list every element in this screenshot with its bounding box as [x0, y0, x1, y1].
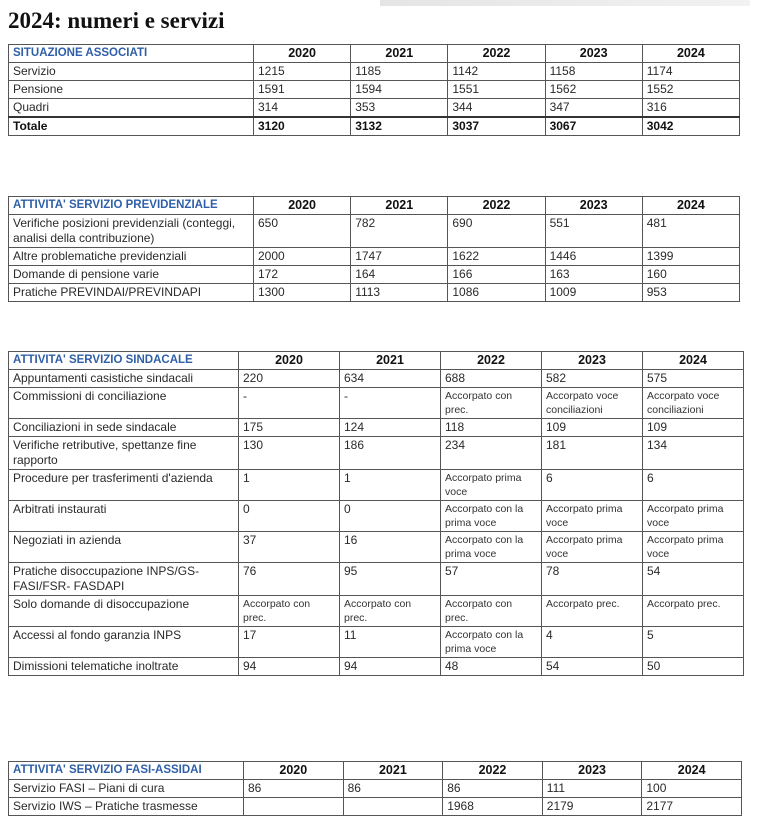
- year-header: 2021: [343, 762, 443, 780]
- value-cell: Accorpato con la prima voce: [441, 627, 542, 658]
- row-label: Verifiche retributive, spettanze fine rapporto: [9, 437, 239, 470]
- value-cell: 634: [340, 370, 441, 388]
- value-cell: 1591: [254, 81, 351, 99]
- value-cell: [343, 798, 443, 816]
- value-cell: 0: [340, 501, 441, 532]
- row-label: Totale: [9, 117, 254, 136]
- table-row: [9, 388, 744, 419]
- value-cell: 11: [340, 627, 441, 658]
- table-row: [9, 563, 744, 596]
- value-cell: 575: [643, 370, 744, 388]
- value-cell: 1552: [642, 81, 739, 99]
- section-heading: SITUAZIONE ASSOCIATI: [9, 45, 254, 63]
- table-body: [9, 63, 740, 136]
- row-label: Commissioni di conciliazione: [9, 388, 239, 419]
- value-cell: Accorpato con la prima voce: [441, 532, 542, 563]
- value-cell: 0: [239, 501, 340, 532]
- value-cell: 94: [340, 658, 441, 676]
- value-cell: 17: [239, 627, 340, 658]
- value-cell: 130: [239, 437, 340, 470]
- value-cell: 163: [545, 266, 642, 284]
- row-label: Negoziati in azienda: [9, 532, 239, 563]
- page-title: 2024: numeri e servizi: [8, 8, 225, 33]
- table-row: [9, 81, 740, 99]
- table-body: [9, 780, 742, 816]
- row-label: Servizio FASI – Piani di cura: [9, 780, 244, 798]
- value-cell: 1215: [254, 63, 351, 81]
- value-cell: 86: [343, 780, 443, 798]
- row-label: Solo domande di disoccupazione: [9, 596, 239, 627]
- value-cell: 1968: [443, 798, 543, 816]
- year-header: 2023: [542, 352, 643, 370]
- row-label: Altre problematiche previdenziali: [9, 248, 254, 266]
- table-row: [9, 437, 744, 470]
- row-label: Dimissioni telematiche inoltrate: [9, 658, 239, 676]
- value-cell: 54: [643, 563, 744, 596]
- value-cell: 234: [441, 437, 542, 470]
- table-associati: [8, 44, 740, 136]
- value-cell: 1113: [351, 284, 448, 302]
- value-cell: 688: [441, 370, 542, 388]
- value-cell: Accorpato prima voce: [542, 532, 643, 563]
- value-cell: 1446: [545, 248, 642, 266]
- value-cell: 186: [340, 437, 441, 470]
- value-cell: 86: [443, 780, 543, 798]
- value-cell: 6: [542, 470, 643, 501]
- value-cell: Accorpato voce conciliazioni: [643, 388, 744, 419]
- value-cell: 2179: [542, 798, 642, 816]
- table-sindacale: [8, 351, 744, 676]
- value-cell: 3067: [545, 117, 642, 136]
- table-header-row: [9, 762, 742, 780]
- row-label: Pratiche disoccupazione INPS/GS-FASI/FSR- FASDAPI: [9, 563, 239, 596]
- year-header: 2022: [448, 45, 545, 63]
- year-header: 2020: [254, 45, 351, 63]
- table-header-row: [9, 45, 740, 63]
- row-label: Pratiche PREVINDAI/PREVINDAPI: [9, 284, 254, 302]
- value-cell: 220: [239, 370, 340, 388]
- table-header-row: [9, 352, 744, 370]
- year-header: 2023: [542, 762, 642, 780]
- year-header: 2020: [254, 197, 351, 215]
- row-label: Servizio: [9, 63, 254, 81]
- value-cell: Accorpato prima voce: [441, 470, 542, 501]
- value-cell: 118: [441, 419, 542, 437]
- value-cell: 650: [254, 215, 351, 248]
- value-cell: Accorpato con prec.: [441, 596, 542, 627]
- value-cell: 1622: [448, 248, 545, 266]
- value-cell: 109: [643, 419, 744, 437]
- value-cell: 37: [239, 532, 340, 563]
- value-cell: 2177: [642, 798, 742, 816]
- value-cell: 50: [643, 658, 744, 676]
- value-cell: 16: [340, 532, 441, 563]
- value-cell: 2000: [254, 248, 351, 266]
- row-label: Pensione: [9, 81, 254, 99]
- value-cell: Accorpato voce conciliazioni: [542, 388, 643, 419]
- value-cell: 3132: [351, 117, 448, 136]
- value-cell: Accorpato prima voce: [643, 501, 744, 532]
- header-rule: [380, 0, 750, 6]
- value-cell: 95: [340, 563, 441, 596]
- value-cell: 314: [254, 99, 351, 118]
- table-row: [9, 284, 740, 302]
- row-label: Conciliazioni in sede sindacale: [9, 419, 239, 437]
- value-cell: 181: [542, 437, 643, 470]
- value-cell: 347: [545, 99, 642, 118]
- value-cell: 164: [351, 266, 448, 284]
- value-cell: 78: [542, 563, 643, 596]
- value-cell: 48: [441, 658, 542, 676]
- value-cell: 1562: [545, 81, 642, 99]
- value-cell: 582: [542, 370, 643, 388]
- value-cell: 100: [642, 780, 742, 798]
- table-row: [9, 532, 744, 563]
- value-cell: 690: [448, 215, 545, 248]
- value-cell: 76: [239, 563, 340, 596]
- value-cell: 57: [441, 563, 542, 596]
- value-cell: 551: [545, 215, 642, 248]
- value-cell: Accorpato con prec.: [239, 596, 340, 627]
- value-cell: 175: [239, 419, 340, 437]
- table-row: [9, 266, 740, 284]
- table-row: [9, 780, 742, 798]
- value-cell: Accorpato con prec.: [441, 388, 542, 419]
- section-heading: ATTIVITA' SERVIZIO FASI-ASSIDAI: [9, 762, 244, 780]
- value-cell: Accorpato prima voce: [542, 501, 643, 532]
- value-cell: 1009: [545, 284, 642, 302]
- row-label: Accessi al fondo garanzia INPS: [9, 627, 239, 658]
- section-heading: ATTIVITA' SERVIZIO PREVIDENZIALE: [9, 197, 254, 215]
- value-cell: 54: [542, 658, 643, 676]
- table-row: [9, 658, 744, 676]
- value-cell: Accorpato con prec.: [340, 596, 441, 627]
- table-row: [9, 370, 744, 388]
- value-cell: 782: [351, 215, 448, 248]
- value-cell: 1174: [642, 63, 739, 81]
- value-cell: -: [239, 388, 340, 419]
- year-header: 2024: [643, 352, 744, 370]
- year-header: 2023: [545, 45, 642, 63]
- value-cell: 1300: [254, 284, 351, 302]
- table-previdenziale: [8, 196, 740, 302]
- year-header: 2024: [642, 45, 739, 63]
- value-cell: Accorpato prima voce: [643, 532, 744, 563]
- table-header-row: [9, 197, 740, 215]
- year-header: 2022: [443, 762, 543, 780]
- value-cell: 353: [351, 99, 448, 118]
- value-cell: [244, 798, 344, 816]
- year-header: 2020: [244, 762, 344, 780]
- table-row: [9, 627, 744, 658]
- total-row: [9, 117, 740, 136]
- year-header: 2021: [351, 197, 448, 215]
- table-row: [9, 215, 740, 248]
- value-cell: 1399: [642, 248, 739, 266]
- value-cell: 316: [642, 99, 739, 118]
- value-cell: 5: [643, 627, 744, 658]
- table-row: [9, 63, 740, 81]
- value-cell: 134: [643, 437, 744, 470]
- value-cell: 3042: [642, 117, 739, 136]
- table-row: [9, 501, 744, 532]
- value-cell: -: [340, 388, 441, 419]
- value-cell: 94: [239, 658, 340, 676]
- row-label: Appuntamenti casistiche sindacali: [9, 370, 239, 388]
- table-row: [9, 798, 742, 816]
- year-header: 2022: [441, 352, 542, 370]
- value-cell: 1551: [448, 81, 545, 99]
- value-cell: 1747: [351, 248, 448, 266]
- row-label: Quadri: [9, 99, 254, 118]
- value-cell: 1086: [448, 284, 545, 302]
- value-cell: 3037: [448, 117, 545, 136]
- value-cell: 124: [340, 419, 441, 437]
- value-cell: 111: [542, 780, 642, 798]
- table-row: [9, 470, 744, 501]
- table-body: [9, 370, 744, 676]
- year-header: 2020: [239, 352, 340, 370]
- value-cell: 86: [244, 780, 344, 798]
- table-row: [9, 248, 740, 266]
- year-header: 2024: [642, 197, 739, 215]
- table-row: [9, 596, 744, 627]
- value-cell: 109: [542, 419, 643, 437]
- value-cell: 166: [448, 266, 545, 284]
- year-header: 2021: [340, 352, 441, 370]
- value-cell: 1142: [448, 63, 545, 81]
- value-cell: 4: [542, 627, 643, 658]
- value-cell: 1158: [545, 63, 642, 81]
- value-cell: 6: [643, 470, 744, 501]
- row-label: Verifiche posizioni previdenziali (conteggi, analisi della contribuzione): [9, 215, 254, 248]
- table-row: [9, 419, 744, 437]
- year-header: 2022: [448, 197, 545, 215]
- value-cell: 1594: [351, 81, 448, 99]
- row-label: Servizio IWS – Pratiche trasmesse: [9, 798, 244, 816]
- value-cell: 953: [642, 284, 739, 302]
- table-body: [9, 215, 740, 302]
- value-cell: Accorpato con la prima voce: [441, 501, 542, 532]
- value-cell: Accorpato prec.: [643, 596, 744, 627]
- value-cell: 160: [642, 266, 739, 284]
- row-label: Arbitrati instaurati: [9, 501, 239, 532]
- value-cell: 172: [254, 266, 351, 284]
- value-cell: 3120: [254, 117, 351, 136]
- year-header: 2021: [351, 45, 448, 63]
- year-header: 2024: [642, 762, 742, 780]
- value-cell: Accorpato prec.: [542, 596, 643, 627]
- value-cell: 1: [340, 470, 441, 501]
- value-cell: 344: [448, 99, 545, 118]
- value-cell: 1185: [351, 63, 448, 81]
- table-row: [9, 99, 740, 118]
- section-heading: ATTIVITA' SERVIZIO SINDACALE: [9, 352, 239, 370]
- year-header: 2023: [545, 197, 642, 215]
- value-cell: 481: [642, 215, 739, 248]
- row-label: Domande di pensione varie: [9, 266, 254, 284]
- table-fasi: [8, 761, 742, 816]
- value-cell: 1: [239, 470, 340, 501]
- row-label: Procedure per trasferimenti d'azienda: [9, 470, 239, 501]
